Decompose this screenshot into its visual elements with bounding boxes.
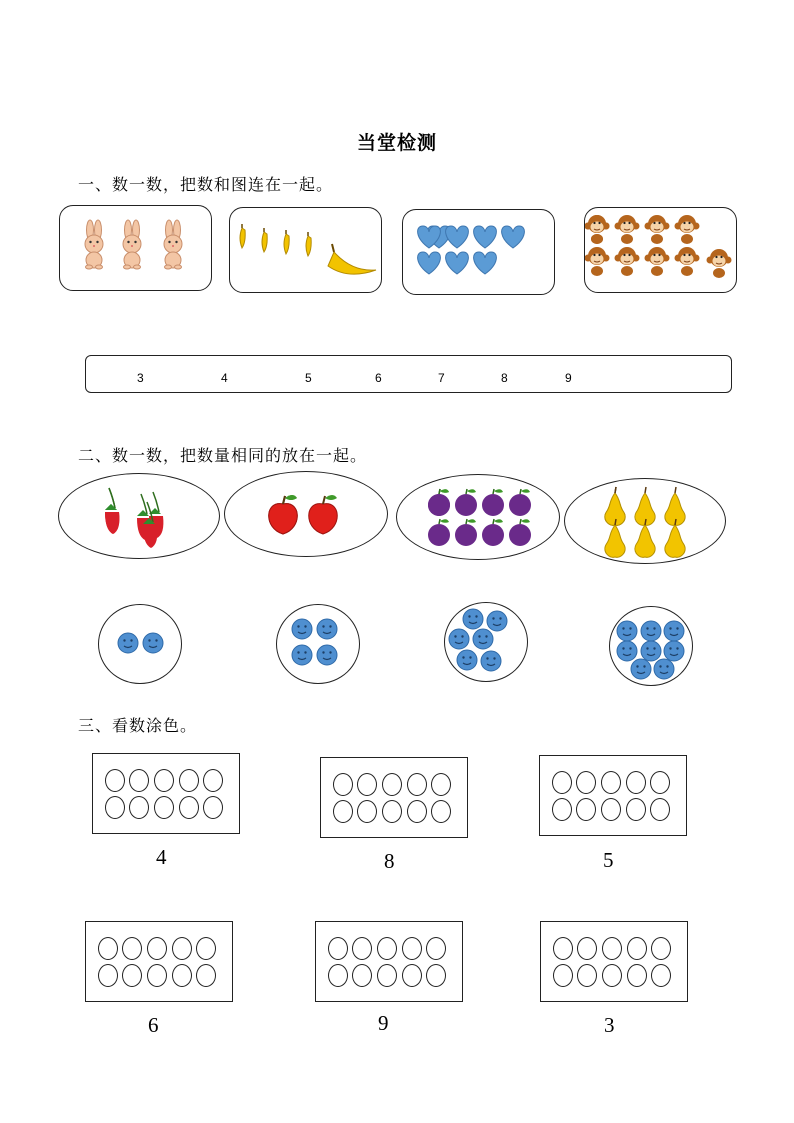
oval-circle[interactable]	[203, 769, 223, 792]
oval-circle[interactable]	[196, 964, 216, 987]
oval-circle[interactable]	[552, 771, 572, 794]
oval-circle[interactable]	[601, 798, 621, 821]
oval-circle[interactable]	[122, 937, 142, 960]
heart-group	[403, 210, 554, 294]
oval-circle[interactable]	[352, 937, 372, 960]
box-label-6: 6	[148, 1013, 159, 1037]
oval-circle[interactable]	[196, 937, 216, 960]
oval-circle[interactable]	[105, 769, 125, 792]
oval-circle[interactable]	[407, 800, 427, 823]
section3-heading: 三、看数涂色。	[78, 716, 198, 735]
oval-circle[interactable]	[602, 937, 622, 960]
smiley-group-2	[99, 605, 181, 683]
banana-group	[230, 208, 381, 292]
number-option-8[interactable]: 8	[501, 371, 508, 385]
oval-circle[interactable]	[626, 798, 646, 821]
oval-circle[interactable]	[650, 798, 670, 821]
pear-group	[565, 479, 725, 563]
section1-heading: 一、数一数，把数和图连在一起。	[78, 175, 334, 194]
heart-card[interactable]	[402, 209, 555, 295]
oval-circle[interactable]	[203, 796, 223, 819]
pear-ellipse[interactable]	[564, 478, 726, 564]
color-box-3[interactable]	[540, 921, 688, 1002]
oval-circle[interactable]	[377, 937, 397, 960]
oval-circle[interactable]	[129, 769, 149, 792]
oval-circle[interactable]	[576, 798, 596, 821]
rabbit-card[interactable]	[59, 205, 212, 291]
monkey-group	[585, 208, 736, 292]
oval-circle[interactable]	[357, 800, 377, 823]
oval-circle[interactable]	[552, 798, 572, 821]
oval-circle[interactable]	[627, 964, 647, 987]
oval-circle[interactable]	[154, 796, 174, 819]
number-option-6[interactable]: 6	[375, 371, 382, 385]
apple-group	[225, 472, 387, 556]
oval-circle[interactable]	[328, 937, 348, 960]
oval-circle[interactable]	[553, 937, 573, 960]
rabbit-group	[60, 206, 211, 290]
box-label-4: 4	[156, 845, 167, 869]
oval-circle[interactable]	[352, 964, 372, 987]
section2-heading: 二、数一数，把数量相同的放在一起。	[78, 446, 368, 465]
oval-circle[interactable]	[154, 769, 174, 792]
box-label-9: 9	[378, 1011, 389, 1035]
oval-circle[interactable]	[333, 800, 353, 823]
oval-circle[interactable]	[98, 964, 118, 987]
oval-circle[interactable]	[426, 964, 446, 987]
smiley-group-4	[277, 605, 359, 683]
oval-circle[interactable]	[147, 937, 167, 960]
oval-circle[interactable]	[357, 773, 377, 796]
oval-circle[interactable]	[172, 937, 192, 960]
oval-circle[interactable]	[122, 964, 142, 987]
oval-circle[interactable]	[553, 964, 573, 987]
rabbit-icon	[85, 220, 103, 269]
oval-circle[interactable]	[602, 964, 622, 987]
oval-circle[interactable]	[576, 771, 596, 794]
oval-circle[interactable]	[651, 964, 671, 987]
oval-circle[interactable]	[651, 937, 671, 960]
smiley-circle-8[interactable]	[609, 606, 693, 686]
strawberry-ellipse[interactable]	[58, 473, 220, 559]
box-label-8: 8	[384, 849, 395, 873]
smiley-group-6	[445, 603, 527, 681]
smiley-circle-2[interactable]	[98, 604, 182, 684]
number-option-3[interactable]: 3	[137, 371, 144, 385]
oval-circle[interactable]	[577, 937, 597, 960]
banana-icon	[240, 224, 245, 248]
oval-circle[interactable]	[426, 937, 446, 960]
oval-circle[interactable]	[601, 771, 621, 794]
oval-circle[interactable]	[179, 769, 199, 792]
apple-ellipse[interactable]	[224, 471, 388, 557]
color-box-5[interactable]	[539, 755, 687, 836]
oval-circle[interactable]	[377, 964, 397, 987]
oval-circle[interactable]	[382, 800, 402, 823]
oval-circle[interactable]	[431, 773, 451, 796]
oval-circle[interactable]	[431, 800, 451, 823]
oval-circle[interactable]	[179, 796, 199, 819]
color-box-6[interactable]	[85, 921, 233, 1002]
smiley-group-8	[610, 607, 692, 685]
oval-circle[interactable]	[627, 937, 647, 960]
oval-circle[interactable]	[382, 773, 402, 796]
number-option-9[interactable]: 9	[565, 371, 572, 385]
oval-circle[interactable]	[577, 964, 597, 987]
oval-circle[interactable]	[105, 796, 125, 819]
number-option-7[interactable]: 7	[438, 371, 445, 385]
color-box-9[interactable]	[315, 921, 463, 1002]
oval-circle[interactable]	[129, 796, 149, 819]
monkey-card[interactable]	[584, 207, 737, 293]
oval-circle[interactable]	[626, 771, 646, 794]
box-label-3: 3	[604, 1013, 615, 1037]
color-box-8[interactable]	[320, 757, 468, 838]
smiley-circle-4[interactable]	[276, 604, 360, 684]
oval-circle[interactable]	[98, 937, 118, 960]
oval-circle[interactable]	[328, 964, 348, 987]
number-option-4[interactable]: 4	[221, 371, 228, 385]
plum-ellipse[interactable]	[396, 474, 560, 560]
oval-circle[interactable]	[402, 937, 422, 960]
number-option-5[interactable]: 5	[305, 371, 312, 385]
box-label-5: 5	[603, 848, 614, 872]
banana-card[interactable]	[229, 207, 382, 293]
plum-group	[397, 475, 559, 559]
oval-circle[interactable]	[407, 773, 427, 796]
oval-circle[interactable]	[172, 964, 192, 987]
color-box-4[interactable]	[92, 753, 240, 834]
smiley-circle-6[interactable]	[444, 602, 528, 682]
oval-circle[interactable]	[333, 773, 353, 796]
oval-circle[interactable]	[147, 964, 167, 987]
number-bar	[85, 355, 732, 393]
strawberry-group	[59, 474, 219, 558]
oval-circle[interactable]	[650, 771, 670, 794]
oval-circle[interactable]	[402, 964, 422, 987]
page-title: 当堂检测	[356, 132, 437, 154]
